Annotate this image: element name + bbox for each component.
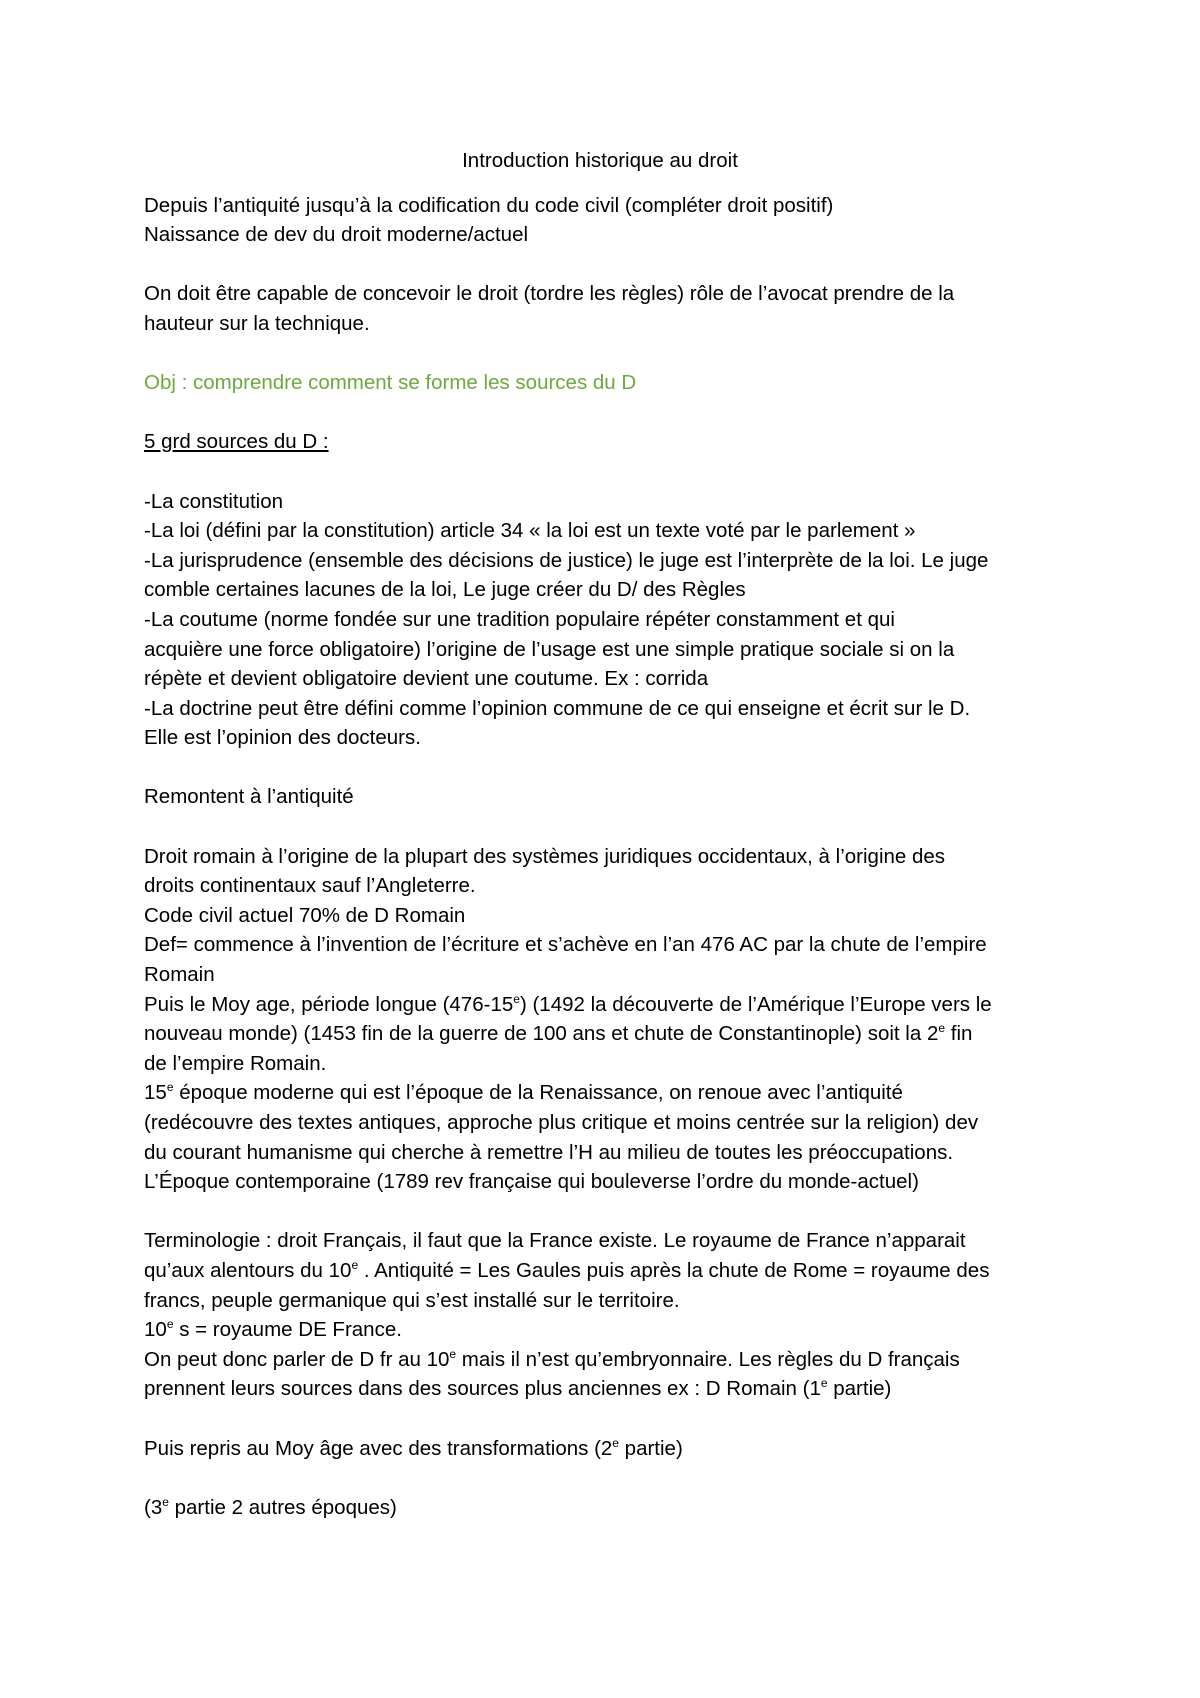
terminology-text: qu’aux alentours du 10 [144,1258,352,1282]
source-line: -La coutume (norme fondée sur une tradition populaire répéter constamment et qui [144,607,895,631]
history-line [144,1078,1060,1108]
history-line [144,990,1060,1020]
source-line: Elle est l’opinion des docteurs. [144,726,421,750]
document-title: Introduction historique au droit [462,149,738,172]
superscript-e: e [513,991,520,1006]
intro-line: Naissance de dev du droit moderne/actuel [144,223,529,247]
superscript-e: e [612,1435,619,1450]
source-line: répète et devient obligatoire devient une coutume. Ex : corrida [144,667,709,691]
terminology-line [144,1315,1060,1345]
role-paragraph [144,279,1060,338]
middle-age-text: partie) [618,1436,683,1460]
middle-age-text: Puis repris au Moy âge avec des transformations (2 [144,1436,613,1460]
history-text: nouveau monde) (1453 fin de la guerre de 100 ans et chute de Constantinople) soit la 2 [144,1022,939,1046]
superscript-e: e [449,1346,457,1361]
third-part-text: partie 2 autres époques) [168,1495,397,1519]
third-part-line [144,1493,1060,1523]
role-line: hauteur sur la technique. [144,311,370,335]
source-line: -La constitution [144,489,284,513]
history-line: L’Époque contemporaine (1789 rev française qui bouleverse l’ordre du monde-actuel) [144,1170,919,1194]
terminology-paragraph [144,1226,1060,1404]
terminology-text: 10 [144,1318,167,1342]
source-line: -La loi (défini par la constitution) article 34 « la loi est un texte voté par le parlement » [144,519,916,543]
middle-age-line [144,1434,1060,1464]
terminology-text: mais il n’est qu’embryonnaire. Les règles du D français [456,1347,960,1371]
terminology-line: Terminologie : droit Français, il faut que la France existe. Le royaume de France n’apparait [144,1229,966,1253]
superscript-e: e [162,1494,169,1509]
sources-list [144,487,1060,753]
terminology-text: prennent leurs sources dans des sources plus anciennes ex : D Romain (1 [144,1377,821,1401]
terminology-line [144,1345,1060,1375]
history-text: 15 [144,1081,167,1105]
history-line: Droit romain à l’origine de la plupart des systèmes juridiques occidentaux, à l’origine des [144,844,946,868]
terminology-line: francs, peuple germanique qui s’est installé sur le territoire. [144,1288,680,1312]
history-line: Def= commence à l’invention de l’écriture et s’achève en l’an 476 AC par la chute de l’empire [144,933,987,957]
history-line: Romain [144,963,215,987]
antiquity-heading: Remontent à l’antiquité [144,785,354,809]
history-line [144,1019,1060,1049]
intro-line: Depuis l’antiquité jusqu’à la codification du code civil (compléter droit positif) [144,193,834,217]
history-line: de l’empire Romain. [144,1051,327,1075]
terminology-text: . Antiquité = Les Gaules puis après la chute de Rome = royaume des [358,1258,990,1282]
source-line: -La doctrine peut être défini comme l’opinion commune de ce qui enseigne et écrit sur le D. [144,696,971,720]
superscript-e: e [820,1376,828,1391]
history-text: Puis le Moy age, période longue (476-15 [144,992,514,1016]
third-part-text: (3 [144,1495,163,1519]
history-text: fin [945,1022,973,1046]
terminology-text: On peut donc parler de D fr au 10 [144,1347,450,1371]
superscript-e: e [351,1258,359,1273]
objective-line: Obj : comprendre comment se forme les sources du D [144,371,637,395]
superscript-e: e [166,1317,174,1332]
sources-heading-text: 5 grd sources du D : [144,430,329,454]
history-line: du courant humanisme qui cherche à remettre l’H au milieu de toutes les préoccupations. [144,1140,954,1164]
superscript-e: e [938,1021,946,1036]
history-text: époque moderne qui est l’époque de la Renaissance, on renoue avec l’antiquité [173,1081,903,1105]
source-line: acquière une force obligatoire) l’origine de l’usage est une simple pratique sociale si on la [144,637,955,661]
history-line: (redécouvre des textes antiques, approche plus critique et moins centrée sur la religion) dev [144,1111,979,1134]
terminology-text: partie) [827,1377,892,1401]
source-line: comble certaines lacunes de la loi, Le juge créer du D/ des Règles [144,578,746,602]
source-line: -La jurisprudence (ensemble des décisions de justice) le juge est l’interprète de la loi. Le juge [144,548,989,572]
superscript-e: e [166,1080,174,1095]
history-line: droits continentaux sauf l’Angleterre. [144,874,476,898]
terminology-text: s = royaume DE France. [173,1318,402,1342]
history-paragraph [144,842,1060,1197]
role-line: On doit être capable de concevoir le droit (tordre les règles) rôle de l’avocat prendre de la [144,282,955,306]
terminology-line [144,1374,1060,1404]
history-line: Code civil actuel 70% de D Romain [144,903,466,927]
intro-paragraph [144,191,1060,250]
sources-heading [144,427,1060,457]
terminology-line [144,1256,1060,1286]
history-text: ) (1492 la découverte de l’Amérique l’Europe vers le [519,992,992,1016]
